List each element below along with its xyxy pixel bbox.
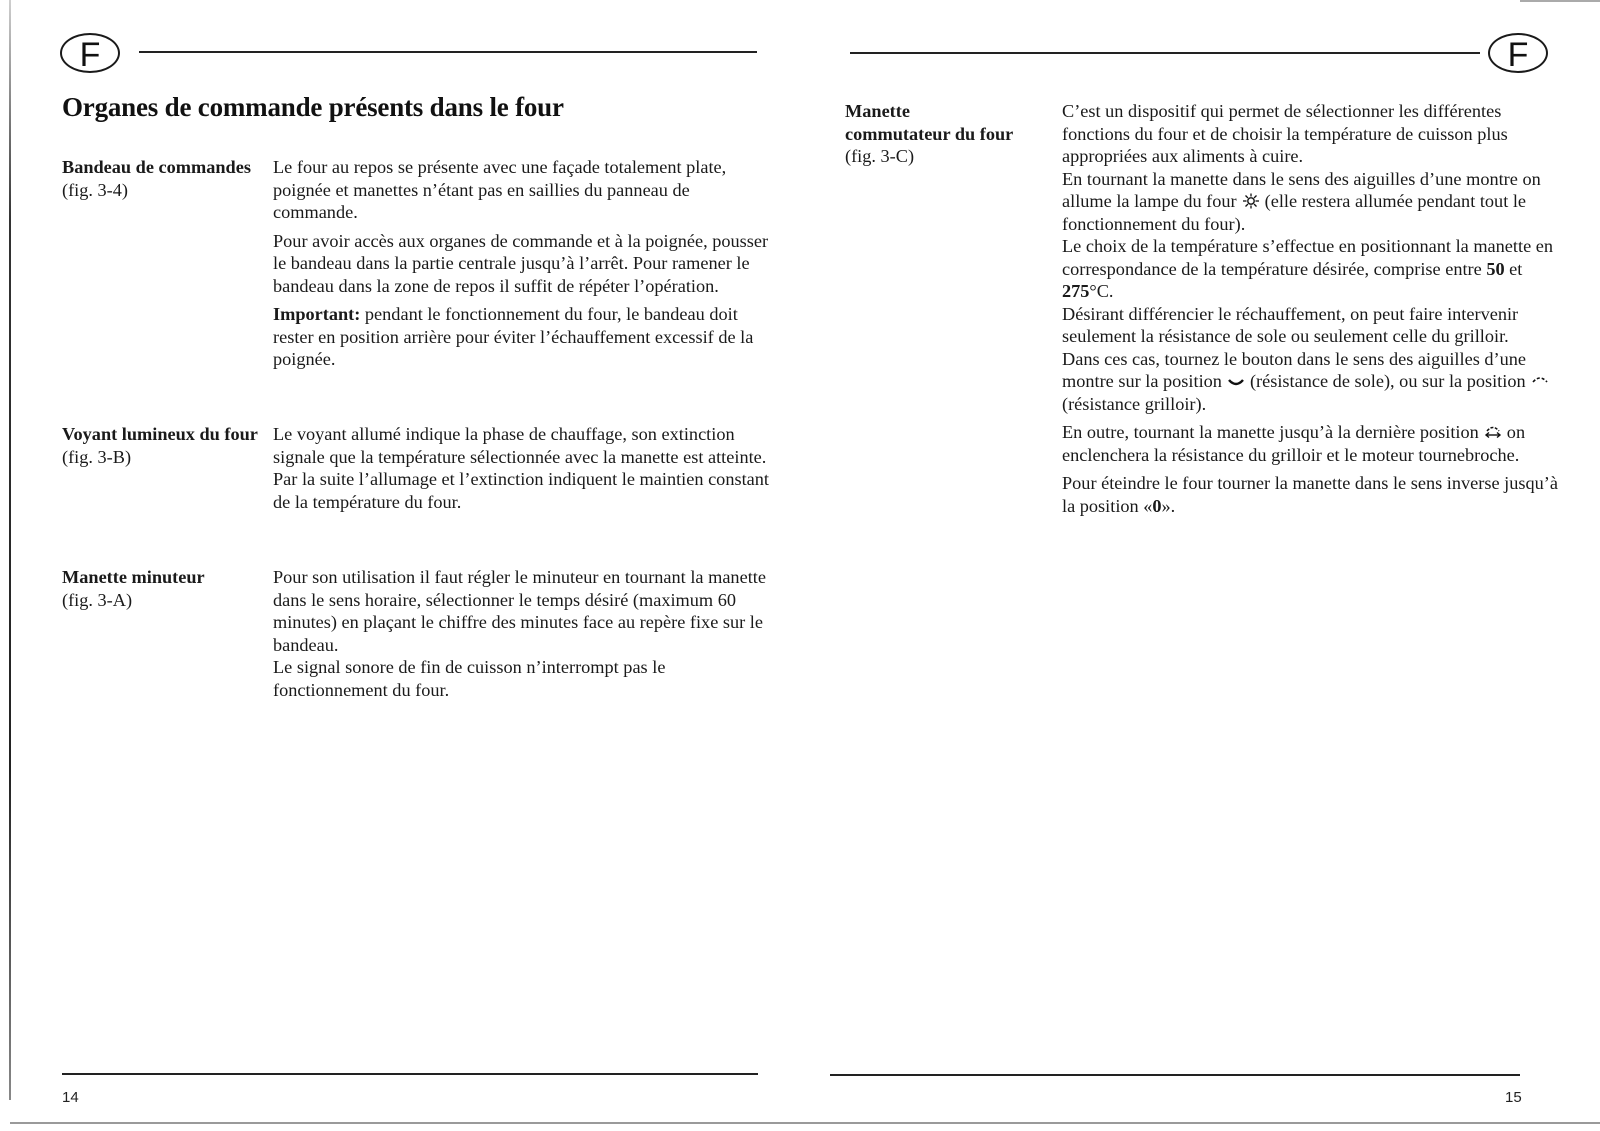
text: Pour éteindre le four tourner la manette dans le sens inverse jusqu’à la position <box>1062 473 1558 516</box>
paragraph-switch-off <box>1062 472 1562 517</box>
text: on enclenchera la résistance du grilloir et le moteur tournebroche. <box>1062 422 1526 465</box>
paragraph: Pour son utilisation il faut régler le minuteur en tournant la manette dans le sens horaire, sélectionner le temps désiré (maximum 60 minutes) en plaçant le chiffre des minutes face au repère fixe sur le bandeau. <box>273 567 766 655</box>
important-note <box>273 303 773 371</box>
section-body <box>273 423 773 513</box>
temperature-max: 275 <box>1062 281 1090 301</box>
section-term: Bandeau de commandes <box>62 157 251 177</box>
paragraph: Le voyant allumé indique la phase de chauffage, son extinction signale que la température sélectionnée avec la manette est atteinte. <box>273 424 767 467</box>
section-term: Manette <box>845 101 910 121</box>
temperature-unit: °C. <box>1089 281 1114 301</box>
section-label <box>62 156 267 201</box>
paragraph: Le four au repos se présente avec une façade totalement plate, poignée et manettes n’étant pas en saillies du panneau de commande. <box>273 157 727 222</box>
section-label <box>62 423 267 468</box>
paragraph: Pour avoir accès aux organes de commande et à la poignée, pousser le bandeau dans la partie centrale jusqu’à l’arrêt. Pour ramener le bandeau dans la zone de repos il suffit de répéter l’opération. <box>273 230 769 296</box>
section-term: Manette minuteur <box>62 567 205 587</box>
figure-reference: (fig. 3-C) <box>845 146 915 166</box>
text: ». <box>1161 495 1176 516</box>
text: En outre, tournant la manette jusqu’à la dernière position <box>1062 422 1479 442</box>
page-number: 15 <box>1505 1089 1522 1106</box>
section-label <box>62 566 267 611</box>
paragraph-rotisserie <box>1062 421 1562 466</box>
page-right <box>800 0 1600 1131</box>
section-label <box>845 100 1035 168</box>
paragraph-temperature <box>1062 235 1562 303</box>
oven-lamp-icon <box>1241 193 1261 209</box>
text: et <box>1504 258 1523 279</box>
header-rule <box>139 51 757 53</box>
important-text: pendant le fonctionnement du four, le bandeau doit rester en position arrière pour éviter l’échauffement excessif de la poignée. <box>273 304 754 369</box>
text: « <box>1143 495 1153 516</box>
paragraph: Désirant différencier le réchauffement, on peut faire intervenir seulement la résistance de sole ou seulement celle du grilloir. <box>1062 303 1519 346</box>
top-grill-icon <box>1530 373 1550 389</box>
text: Le choix de la température s’effectue en positionnant la manette en correspondance de la température désirée, comprise entre <box>1062 236 1554 279</box>
figure-reference: (fig. 3-4) <box>62 179 128 200</box>
paragraph: C’est un dispositif qui permet de sélectionner les différentes fonctions du four et de choisir la température de cuisson plus appropriées aux aliments à cuire. <box>1062 101 1508 166</box>
section-body <box>273 156 773 377</box>
figure-reference: (fig. 3-B) <box>62 446 132 467</box>
header-rule <box>850 52 1480 54</box>
language-badge-icon: F <box>60 33 120 73</box>
section-body <box>1062 100 1562 517</box>
section-term: commutateur du four <box>845 123 1014 144</box>
temperature-min: 50 <box>1486 258 1505 279</box>
figure-reference: (fig. 3-A) <box>62 589 133 610</box>
text: Dans ces cas, tournez le bouton dans le sens des aiguilles d’une montre sur la position <box>1062 348 1527 391</box>
off-position: 0 <box>1152 495 1162 516</box>
language-badge-icon: F <box>1488 33 1548 73</box>
footer-rule <box>830 1074 1520 1076</box>
paragraph-lamp <box>1062 168 1562 236</box>
section-term: Voyant lumineux du four <box>62 424 258 444</box>
bottom-heater-icon <box>1226 373 1246 389</box>
footer-rule <box>62 1073 758 1075</box>
grill-rotisserie-icon <box>1483 424 1503 440</box>
section-body <box>273 566 773 701</box>
page-number: 14 <box>62 1089 79 1106</box>
page-title: Organes de commande présents dans le four <box>62 92 564 122</box>
text: (résistance grilloir). <box>1062 393 1207 414</box>
paragraph: Par la suite l’allumage et l’extinction indiquent le maintien constant de la température du four. <box>273 469 769 512</box>
paragraph-heater-positions <box>1062 348 1562 416</box>
text: (résistance de sole), ou sur la position <box>1249 371 1526 391</box>
important-label: Important: <box>273 304 361 324</box>
text: (elle restera allumée pendant tout le fonctionnement du four). <box>1062 191 1527 234</box>
text: En tournant la manette dans le sens des aiguilles d’une montre on allume la lampe du four <box>1062 168 1541 211</box>
paragraph: Le signal sonore de fin de cuisson n’interrompt pas le fonctionnement du four. <box>273 657 666 700</box>
